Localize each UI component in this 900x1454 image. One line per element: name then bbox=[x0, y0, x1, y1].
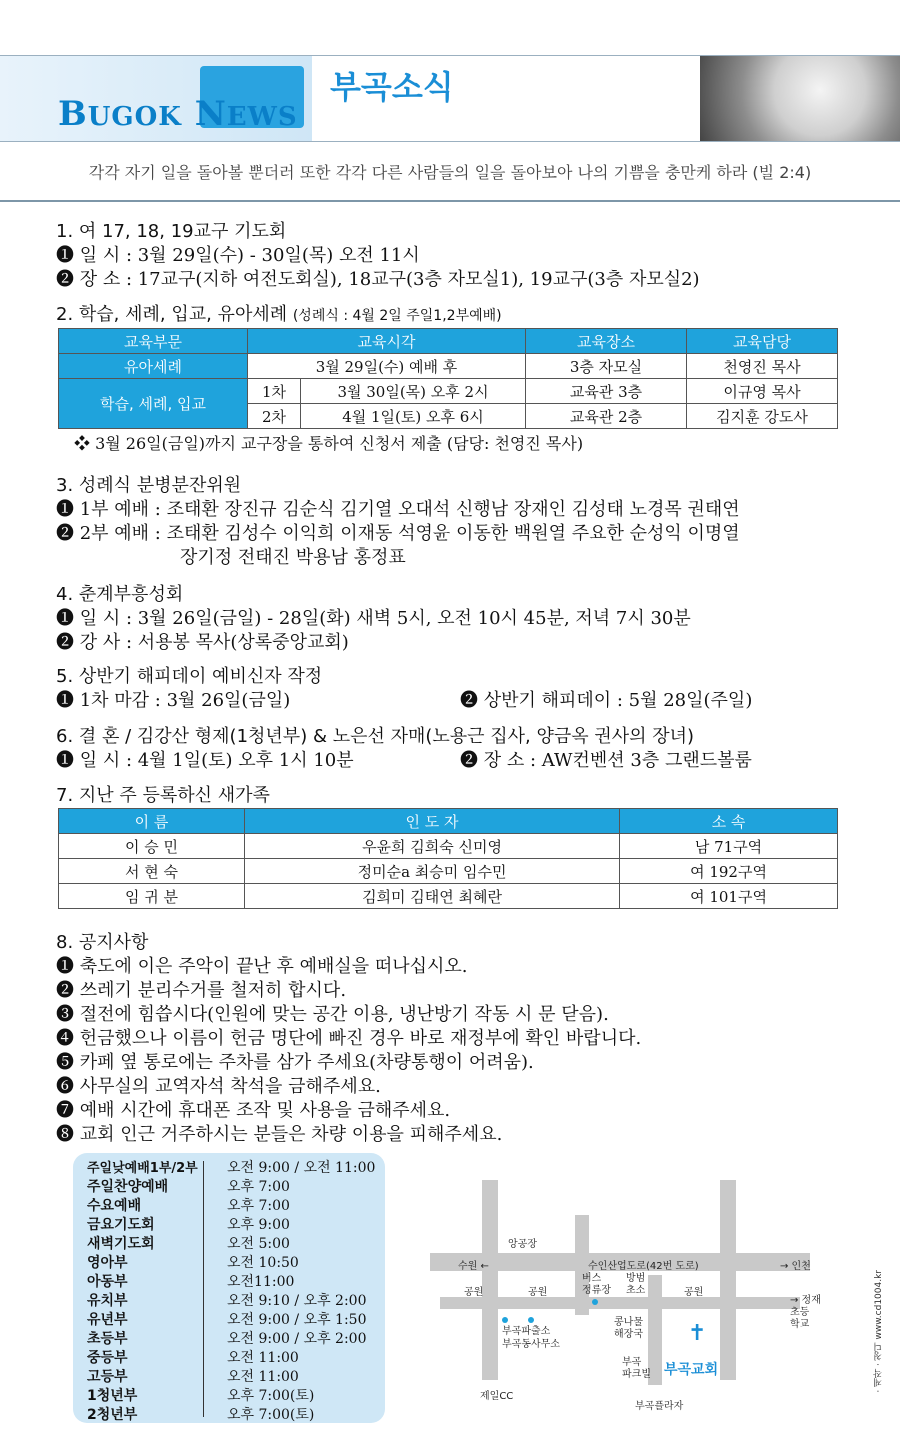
section-3-line-3: 장기정 전태진 박용남 홍정표 bbox=[180, 547, 406, 568]
table-cell: 유아세례 bbox=[59, 354, 248, 379]
divider bbox=[0, 200, 900, 202]
map-road-vertical-4 bbox=[720, 1180, 736, 1380]
table-header: 교육시각 bbox=[248, 329, 526, 354]
map-label: 부곡 파크빌 bbox=[622, 1357, 651, 1380]
map-label: 공원 bbox=[464, 1287, 484, 1298]
table-cell: 임 귀 분 bbox=[59, 884, 245, 909]
table-cell: 서 현 숙 bbox=[59, 859, 245, 884]
section-3-line-1: ❶ 1부 예배 : 조태환 장진규 김순식 김기열 오대석 신행남 장재인 김성태 노경목 권태연 bbox=[56, 499, 740, 520]
notice-item: ❷ 쓰레기 분리수거를 철저히 합시다. bbox=[56, 980, 347, 1001]
section-1-line-1: ❶ 일 시 : 3월 29일(수) - 30일(목) 오전 11시 bbox=[56, 245, 420, 266]
table-header: 인 도 자 bbox=[245, 809, 620, 834]
schedule-label: 유년부 bbox=[87, 1312, 128, 1328]
table-cell: 교육관 3층 bbox=[526, 379, 687, 404]
table-cell: 천영진 목사 bbox=[687, 354, 838, 379]
schedule-separator bbox=[203, 1161, 204, 1417]
header-banner bbox=[0, 55, 900, 142]
section-6-title: 6. 결 혼 / 김강산 형제(1청년부) & 노은선 자매(노용근 집사, 양금옥 권사의 장녀) bbox=[56, 726, 695, 747]
table-row bbox=[59, 834, 838, 859]
section-3-line-2: ❷ 2부 예배 : 조태환 김성수 이익희 이재동 석영윤 이동한 백원열 주요한 순성익 이명열 bbox=[56, 523, 740, 544]
police-marker-icon bbox=[502, 1317, 508, 1323]
table-header: 교육부문 bbox=[59, 329, 248, 354]
schedule-label: 1청년부 bbox=[87, 1388, 138, 1404]
schedule-row bbox=[87, 1347, 299, 1367]
map-label: 수원 ← bbox=[458, 1261, 489, 1272]
schedule-time: 오전 11:00 bbox=[227, 1369, 299, 1385]
section-5-line-2: ❷ 상반기 해피데이 : 5월 28일(주일) bbox=[460, 690, 753, 711]
notice-item: ❼ 예배 시간에 휴대폰 조작 및 사용을 금해주세요. bbox=[56, 1100, 451, 1121]
church-cross-icon: ✝ bbox=[688, 1321, 707, 1346]
section-4-line-1: ❶ 일 시 : 3월 26일(금일) - 28일(화) 새벽 5시, 오전 10시 45분, 저녁 7시 30분 bbox=[56, 608, 691, 629]
schedule-row bbox=[87, 1271, 295, 1291]
section-6-line-1: ❶ 일 시 : 4월 1일(토) 오후 1시 10분 bbox=[56, 750, 354, 771]
header-photo bbox=[700, 56, 900, 141]
section-8-title: 8. 공지사항 bbox=[56, 932, 149, 953]
table-cell: 정미순a 최승미 임수민 bbox=[245, 859, 620, 884]
section-7-title: 7. 지난 주 등록하신 새가족 bbox=[56, 785, 270, 806]
map-label: → 정재 초등 학교 bbox=[790, 1295, 821, 1330]
map-church-label: 부곡교회 bbox=[664, 1362, 719, 1378]
credit: · 제작 · 청디 www.cd1004.kr bbox=[874, 1270, 884, 1393]
notice-item: ❸ 절전에 힘씁시다(인원에 맞는 공간 이용, 냉난방기 작동 시 문 닫음). bbox=[56, 1004, 609, 1025]
schedule-label: 새벽기도회 bbox=[87, 1236, 155, 1252]
schedule-time: 오전 9:10 / 오후 2:00 bbox=[227, 1293, 367, 1309]
schedule-time: 오전 9:00 / 오후 2:00 bbox=[227, 1331, 367, 1347]
table-cell: 4월 1일(토) 오후 6시 bbox=[301, 404, 526, 429]
map-road-vertical-2 bbox=[575, 1215, 589, 1315]
map-label: 제일CC bbox=[480, 1391, 514, 1402]
schedule-time: 오전11:00 bbox=[227, 1274, 295, 1290]
schedule-label: 초등부 bbox=[87, 1331, 128, 1347]
schedule-label: 영아부 bbox=[87, 1255, 128, 1271]
table-cell: 여 101구역 bbox=[620, 884, 838, 909]
table-cell: 김지훈 강도사 bbox=[687, 404, 838, 429]
map-label: → 인천 bbox=[780, 1261, 811, 1272]
schedule-label: 금요기도회 bbox=[87, 1217, 155, 1233]
schedule-row bbox=[87, 1233, 290, 1253]
new-family-table bbox=[58, 808, 838, 909]
schedule-time: 오후 7:00(토) bbox=[227, 1388, 315, 1404]
notice-item: ❺ 카페 옆 통로에는 주차를 삼가 주세요(차량통행이 어려움). bbox=[56, 1052, 534, 1073]
schedule-time: 오후 7:00 bbox=[227, 1198, 290, 1214]
office-marker-icon bbox=[528, 1317, 534, 1323]
map-label: 버스 정류장 bbox=[582, 1273, 611, 1296]
table-cell: 우윤희 김희숙 신미영 bbox=[245, 834, 620, 859]
section-2-note: ❖ 3월 26일(금일)까지 교구장을 통하여 신청서 제출 (담당: 천영진 목사) bbox=[74, 434, 584, 453]
schedule-row bbox=[87, 1195, 290, 1215]
schedule-label: 주일찬양예배 bbox=[87, 1179, 169, 1195]
schedule-label: 아동부 bbox=[87, 1274, 128, 1290]
table-cell: 3월 30일(목) 오후 2시 bbox=[301, 379, 526, 404]
section-2-subtitle: (성례식 : 4월 2일 주일1,2부예배) bbox=[292, 308, 502, 324]
schedule-time: 오전 9:00 / 오후 1:50 bbox=[227, 1312, 367, 1328]
schedule-row bbox=[87, 1290, 367, 1310]
table-row bbox=[59, 859, 838, 884]
brand-logo: BUGOK NEWS bbox=[58, 94, 298, 134]
schedule-row bbox=[87, 1309, 367, 1329]
schedule-time: 오전 5:00 bbox=[227, 1236, 290, 1252]
table-cell: 여 192구역 bbox=[620, 859, 838, 884]
table-cell: 김희미 김태연 최혜란 bbox=[245, 884, 620, 909]
table-header: 교육장소 bbox=[526, 329, 687, 354]
table-cell: 학습, 세례, 입교 bbox=[59, 379, 248, 429]
map-label: 공원 bbox=[528, 1287, 548, 1298]
table-cell: 3월 29일(수) 예배 후 bbox=[248, 354, 526, 379]
map-label: 앙공장 bbox=[508, 1239, 537, 1250]
section-2-title-text: 2. 학습, 세례, 입교, 유아세례 bbox=[56, 304, 288, 325]
worship-schedule bbox=[73, 1153, 385, 1423]
table-row bbox=[59, 884, 838, 909]
map-label: 공원 bbox=[684, 1287, 704, 1298]
table-header: 소 속 bbox=[620, 809, 838, 834]
notice-item: ❶ 축도에 이은 주악이 끝난 후 예배실을 떠나십시오. bbox=[56, 956, 468, 977]
schedule-time: 오전 9:00 / 오전 11:00 bbox=[227, 1160, 376, 1176]
section-6-line-2: ❷ 장 소 : AW컨벤션 3층 그랜드볼룸 bbox=[460, 750, 752, 771]
schedule-row bbox=[87, 1328, 367, 1348]
section-5-title: 5. 상반기 해피데이 예비신자 작정 bbox=[56, 666, 323, 687]
table-cell: 남 71구역 bbox=[620, 834, 838, 859]
map-label: 콩나물 해장국 bbox=[614, 1317, 643, 1340]
section-5-line-1: ❶ 1차 마감 : 3월 26일(금일) bbox=[56, 690, 291, 711]
table-cell: 교육관 2층 bbox=[526, 404, 687, 429]
schedule-row bbox=[87, 1157, 376, 1176]
map-label: 수인산업도로(42번 도로) bbox=[588, 1261, 699, 1272]
schedule-row bbox=[87, 1176, 290, 1196]
church-map bbox=[430, 1175, 830, 1425]
table-cell: 2차 bbox=[248, 404, 301, 429]
schedule-row bbox=[87, 1214, 290, 1234]
schedule-time: 오전 11:00 bbox=[227, 1350, 299, 1366]
schedule-time: 오전 10:50 bbox=[227, 1255, 299, 1271]
map-road-vertical-1 bbox=[482, 1180, 498, 1380]
table-cell: 1차 bbox=[248, 379, 301, 404]
page-title: 부곡소식 bbox=[330, 68, 454, 106]
table-header: 이 름 bbox=[59, 809, 245, 834]
schedule-time: 오후 7:00 bbox=[227, 1179, 290, 1195]
schedule-row bbox=[87, 1252, 299, 1272]
map-label: 부곡파출소 부곡동사무소 bbox=[502, 1326, 560, 1350]
schedule-label: 주일낮예배1부/2부 bbox=[87, 1161, 198, 1176]
bus-stop-marker-icon bbox=[592, 1299, 598, 1305]
section-3-title: 3. 성례식 분병분잔위원 bbox=[56, 475, 242, 496]
schedule-label: 유치부 bbox=[87, 1293, 128, 1309]
table-cell: 이 승 민 bbox=[59, 834, 245, 859]
schedule-time: 오후 7:00(토) bbox=[227, 1407, 315, 1423]
notice-item: ❽ 교회 인근 거주하시는 분들은 차량 이용을 피해주세요. bbox=[56, 1124, 503, 1145]
notice-item: ❻ 사무실의 교역자석 착석을 금해주세요. bbox=[56, 1076, 381, 1097]
section-4-title: 4. 춘계부흥성회 bbox=[56, 584, 184, 605]
map-label: 부곡플라자 bbox=[635, 1401, 684, 1412]
schedule-time: 오후 9:00 bbox=[227, 1217, 290, 1233]
schedule-label: 중등부 bbox=[87, 1350, 128, 1366]
section-2-title bbox=[56, 300, 502, 326]
schedule-label: 수요예배 bbox=[87, 1198, 142, 1214]
education-table bbox=[58, 328, 838, 429]
section-1-title: 1. 여 17, 18, 19교구 기도회 bbox=[56, 221, 287, 242]
table-cell: 3층 자모실 bbox=[526, 354, 687, 379]
bible-verse: 각각 자기 일을 돌아볼 뿐더러 또한 각각 다른 사람들의 일을 돌아보아 나의 기쁨을 충만케 하라 (빌 2:4) bbox=[88, 163, 812, 182]
section-1-line-2: ❷ 장 소 : 17교구(지하 여전도회실), 18교구(3층 자모실1), 19교구(3층 자모실2) bbox=[56, 269, 700, 290]
table-cell: 이규영 목사 bbox=[687, 379, 838, 404]
schedule-row bbox=[87, 1404, 315, 1424]
section-4-line-2: ❷ 강 사 : 서용봉 목사(상록중앙교회) bbox=[56, 632, 349, 653]
schedule-row bbox=[87, 1366, 299, 1386]
schedule-row bbox=[87, 1385, 315, 1405]
schedule-label: 2청년부 bbox=[87, 1407, 138, 1423]
map-label: 방범 초소 bbox=[626, 1273, 646, 1296]
notice-item: ❹ 헌금했으나 이름이 헌금 명단에 빠진 경우 바로 재정부에 확인 바랍니다. bbox=[56, 1028, 642, 1049]
schedule-label: 고등부 bbox=[87, 1369, 128, 1385]
table-header: 교육담당 bbox=[687, 329, 838, 354]
